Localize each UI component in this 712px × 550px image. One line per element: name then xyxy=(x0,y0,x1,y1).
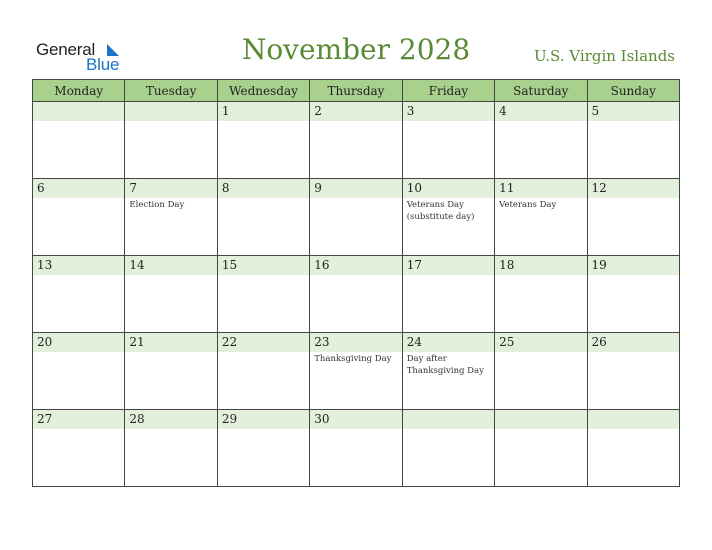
day-number-band xyxy=(218,179,309,198)
week-row xyxy=(33,102,680,179)
week-row xyxy=(33,410,680,487)
day-cell xyxy=(402,410,494,487)
month-calendar xyxy=(32,79,680,487)
weekday-header-row xyxy=(33,80,680,102)
day-cell xyxy=(33,410,125,487)
day-cell xyxy=(495,410,587,487)
day-number-band xyxy=(125,179,216,198)
day-cell xyxy=(587,179,679,256)
weekday-header: Friday xyxy=(402,80,494,102)
day-number: 29 xyxy=(221,412,238,426)
day-number: 19 xyxy=(591,258,607,272)
day-cell xyxy=(495,333,587,410)
day-number-band xyxy=(218,102,309,121)
day-number-band xyxy=(588,102,679,121)
day-cell xyxy=(217,102,309,179)
day-cell xyxy=(402,333,494,410)
day-number: 10 xyxy=(406,181,422,195)
day-number: 7 xyxy=(129,181,138,195)
day-number: 25 xyxy=(499,335,515,349)
day-number: 13 xyxy=(37,258,53,272)
day-number: 11 xyxy=(499,181,515,195)
day-cell xyxy=(217,410,309,487)
day-cell xyxy=(310,410,402,487)
day-cell xyxy=(402,256,494,333)
day-cell xyxy=(587,333,679,410)
holiday-label: Day after Thanksgiving Day xyxy=(406,354,484,376)
day-number: 9 xyxy=(314,181,322,195)
week-row xyxy=(33,333,680,410)
weekday-header: Saturday xyxy=(495,80,587,102)
logo-text-general: General xyxy=(36,40,96,59)
day-cell xyxy=(310,256,402,333)
weekday-header: Wednesday xyxy=(217,80,309,102)
day-cell xyxy=(217,256,309,333)
week-row xyxy=(33,179,680,256)
day-number: 26 xyxy=(591,335,607,349)
day-number: 24 xyxy=(406,335,422,349)
day-number-band xyxy=(125,102,216,121)
day-number-band xyxy=(403,102,494,121)
day-number: 22 xyxy=(221,335,238,349)
day-number: 28 xyxy=(129,412,145,426)
day-cell xyxy=(310,333,402,410)
day-number: 4 xyxy=(499,104,507,118)
day-cell xyxy=(402,179,494,256)
holiday-label: Thanksgiving Day xyxy=(314,354,392,364)
day-number: 14 xyxy=(129,258,145,272)
day-number: 8 xyxy=(221,181,230,195)
day-number: 15 xyxy=(221,258,238,272)
logo-text-blue: Blue xyxy=(86,55,120,74)
day-number: 23 xyxy=(314,335,330,349)
day-number-band xyxy=(310,179,401,198)
weekday-header: Sunday xyxy=(587,80,679,102)
day-cell xyxy=(587,410,679,487)
day-number: 5 xyxy=(591,104,600,118)
day-number: 27 xyxy=(37,412,53,426)
day-cell xyxy=(125,179,217,256)
day-number-band xyxy=(495,410,586,429)
region-label: U.S. Virgin Islands xyxy=(534,47,675,65)
holiday-label: Election Day xyxy=(129,200,185,210)
day-cell xyxy=(125,256,217,333)
day-number: 1 xyxy=(221,104,230,118)
day-cell xyxy=(125,333,217,410)
day-cell xyxy=(495,256,587,333)
day-number: 2 xyxy=(314,104,322,118)
day-number: 6 xyxy=(37,181,45,195)
holiday-label: Veterans Day xyxy=(499,200,557,210)
day-cell xyxy=(33,179,125,256)
day-cell xyxy=(587,102,679,179)
day-number: 21 xyxy=(129,335,145,349)
weekday-header: Thursday xyxy=(310,80,402,102)
day-number: 3 xyxy=(406,104,415,118)
day-number-band xyxy=(310,102,401,121)
day-number-band xyxy=(403,410,494,429)
day-cell xyxy=(217,333,309,410)
weekday-header: Tuesday xyxy=(125,80,217,102)
day-cell xyxy=(217,179,309,256)
day-number: 12 xyxy=(591,181,607,195)
day-number-band xyxy=(33,179,124,198)
day-number: 20 xyxy=(37,335,53,349)
day-cell xyxy=(33,333,125,410)
day-number: 30 xyxy=(314,412,330,426)
weekday-header: Monday xyxy=(33,80,125,102)
day-number-band xyxy=(33,102,124,121)
holiday-label: Veterans Day (substitute day) xyxy=(406,200,475,222)
day-cell xyxy=(310,179,402,256)
day-number: 17 xyxy=(406,258,422,272)
day-cell xyxy=(33,102,125,179)
day-cell xyxy=(402,102,494,179)
day-cell xyxy=(495,102,587,179)
calendar-title: November 2028 xyxy=(241,33,471,66)
day-cell xyxy=(310,102,402,179)
day-number-band xyxy=(588,410,679,429)
day-number: 16 xyxy=(314,258,330,272)
week-row xyxy=(33,256,680,333)
day-cell xyxy=(33,256,125,333)
day-cell xyxy=(125,102,217,179)
day-number: 18 xyxy=(499,258,515,272)
day-cell xyxy=(495,179,587,256)
day-cell xyxy=(587,256,679,333)
day-number-band xyxy=(495,102,586,121)
day-cell xyxy=(125,410,217,487)
